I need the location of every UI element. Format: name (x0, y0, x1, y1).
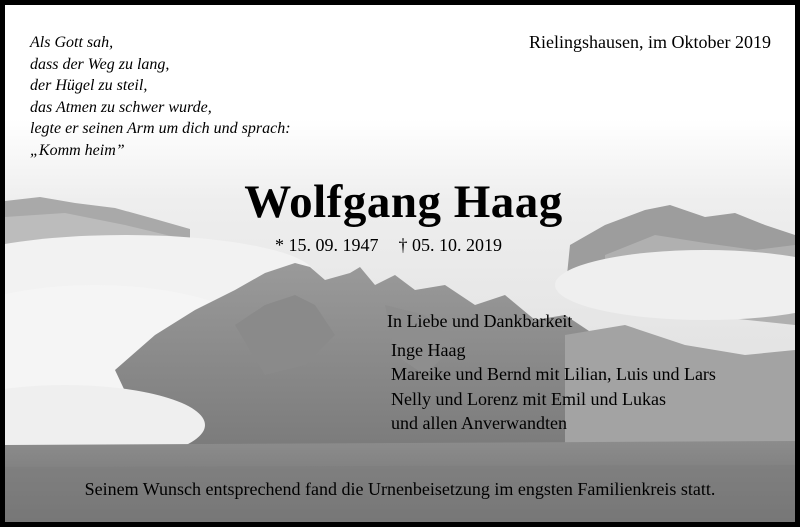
birth-date: * 15. 09. 1947 (275, 235, 379, 255)
burial-note: Seinem Wunsch entsprechend fand die Urnenbeisetzung im engsten Familienkreis statt. (84, 479, 716, 499)
poem-line: das Atmen zu schwer wurde, (30, 98, 212, 116)
poem-line: legte er seinen Arm um dich und sprach: (30, 120, 291, 137)
poem-line: dass der Weg zu lang, (30, 55, 170, 73)
place-date: Rielingshausen, im Oktober 2019 (529, 32, 771, 52)
mourners-block (387, 309, 716, 436)
poem-line: „Komm heim” (30, 141, 125, 159)
mourner-name: und allen Anverwandten (391, 413, 567, 433)
poem-line: Als Gott sah, (30, 34, 114, 51)
mourners-list (387, 338, 716, 436)
poem-line: der Hügel zu steil, (30, 77, 148, 94)
deceased-name: Wolfgang Haag (244, 176, 563, 228)
mourners-heading: In Liebe und Dankbarkeit (387, 311, 573, 331)
death-date: † 05. 10. 2019 (398, 235, 502, 255)
mourner-name: Inge Haag (391, 339, 466, 360)
mourner-name: Mareike und Bernd mit Lilian, Luis und Lars (391, 364, 716, 384)
life-dates (275, 235, 502, 256)
poem (30, 32, 291, 161)
mourner-name: Nelly und Lorenz mit Emil und Lukas (391, 388, 666, 409)
